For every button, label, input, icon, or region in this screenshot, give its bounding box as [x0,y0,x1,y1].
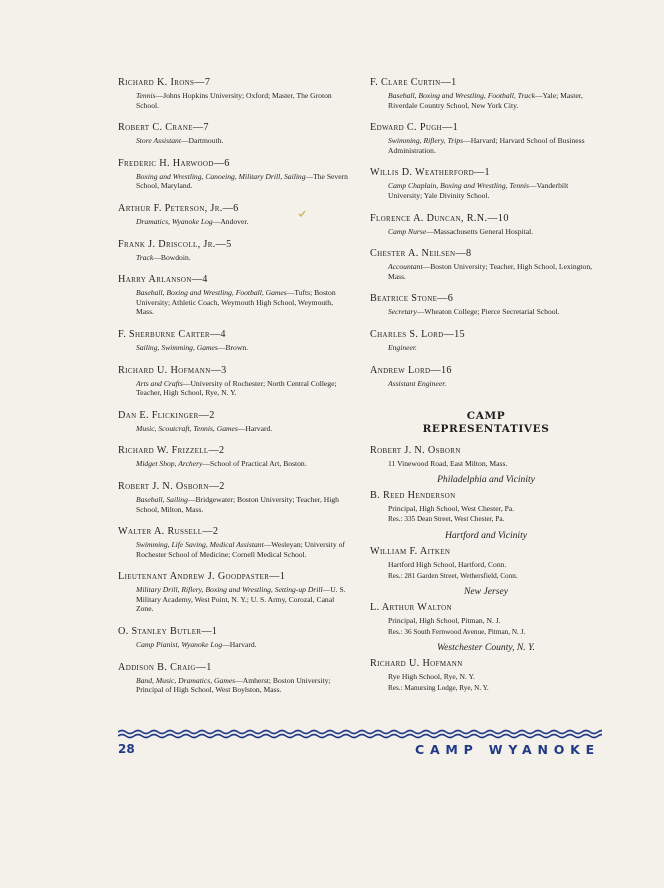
staff-role: Sailing, Swimming, Games [136,342,218,352]
staff-list-left [118,76,350,706]
staff-description [136,253,350,263]
staff-entry [118,364,350,398]
staff-detail: —Boston University; Teacher, High School, Lexington, Mass. [388,262,593,281]
staff-role: Swimming, Riflery, Trips [388,136,464,146]
staff-description [388,227,602,237]
staff-entry [118,121,350,146]
representative-name: B. Reed Henderson [370,489,456,501]
staff-detail: —Harvard. [222,640,257,650]
staff-detail: —The Severn School, Maryland. [136,171,348,191]
staff-description [136,379,350,398]
representative-residence: Res.: 36 South Fernwood Avenue, Pitman, N. J. [388,627,526,636]
staff-entry [118,409,350,434]
staff-role: Military Drill, Riflery, Boxing and Wrestling, Setting-up Drill [136,585,323,595]
staff-name: O. Stanley Butler—1 [118,626,218,638]
staff-name: Robert C. Crane—7 [118,122,209,134]
staff-name: Florence A. Duncan, R.N.—10 [370,212,509,224]
staff-description [388,379,602,389]
staff-detail: —Harvard; Harvard School of Business Administration. [388,136,585,155]
staff-entry [118,76,350,110]
staff-name: Richard K. Irons—7 [118,77,211,88]
staff-entry [370,76,602,110]
staff-description [388,136,602,155]
representative-name: Richard U. Hofmann [370,658,463,670]
staff-description [388,307,602,317]
staff-role: Accountant [388,262,423,272]
staff-name: Charles S. Lord—15 [370,328,466,340]
representative-name: Robert J. N. Osborn [370,445,461,457]
staff-name: Andrew Lord—16 [370,364,452,376]
staff-description [388,181,602,200]
staff-description [136,585,350,614]
representative-entry [370,657,602,693]
staff-description [136,676,350,695]
staff-role: Assistant Engineer. [388,378,447,388]
staff-role: Baseball, Boxing and Wrestling, Football, Games [136,288,287,298]
staff-name: Addison B. Craig—1 [118,661,212,673]
representative-position: Rye High School, Rye, N. Y. [388,672,475,682]
staff-role: Camp Chaplain, Boxing and Wrestling, Tennis [388,181,529,191]
staff-role: Music, Scoutcraft, Tennis, Games [136,423,238,433]
staff-role: Dramatics, Wyanoke Log [136,216,213,226]
staff-name: Beatrice Stone—6 [370,293,454,305]
staff-entry [370,121,602,155]
staff-name: Lieutenant Andrew J. Goodpaster—1 [118,571,286,583]
page-number: 28 [118,742,135,756]
representative-name: L. Arthur Walton [370,602,452,614]
staff-description [136,343,350,353]
staff-entry [118,480,350,514]
staff-name: Harry Arlanson—4 [118,274,208,286]
staff-entry [370,328,602,353]
staff-detail: —Tufts; Boston University; Athletic Coach, Weymouth High School, Weymouth, Mass. [136,288,336,317]
representative-position: Hartford High School, Hartford, Conn. [388,559,507,569]
staff-description [388,91,602,110]
footer-wave-rule [118,729,602,739]
staff-description [136,540,350,559]
staff-name: Willis D. Weatherford—1 [370,167,490,179]
staff-description [136,172,350,191]
staff-description [136,424,350,434]
staff-entry [370,247,602,281]
staff-entry [370,166,602,200]
staff-role: Band, Music, Dramatics, Games [136,675,236,685]
region-heading: Philadelphia and Vicinity [437,473,535,485]
staff-name: F. Clare Curtin—1 [370,77,457,88]
staff-detail: —Wesleyan; University of Rochester School of Medicine; Cornell Medical School. [136,540,345,559]
staff-role: Swimming, Life Saving, Medical Assistant [136,540,264,550]
staff-role: Track [136,252,154,262]
representative-position: Principal, High School, West Chester, Pa. [388,503,515,513]
representative-entry [370,444,602,469]
staff-entry [370,364,602,389]
representative-entry [370,489,602,525]
staff-detail: —Bowdoin. [153,252,191,262]
region-heading: Hartford and Vicinity [444,529,528,541]
region-heading: Westchester County, N. Y. [437,642,535,654]
staff-entry [118,238,350,263]
staff-detail: —Harvard. [237,423,273,433]
staff-entry [118,157,350,191]
staff-name: Richard U. Hofmann—3 [118,364,227,376]
staff-entry [370,212,602,237]
staff-name: Dan E. Flickinger—2 [118,409,215,421]
staff-detail: —Vanderbilt University; Yale Divinity School. [388,181,569,200]
staff-detail: —Bridgewater; Boston University; Teacher, High School, Milton, Mass. [136,494,339,514]
staff-detail: —Massachusetts General Hospital. [426,226,534,236]
heading-line: REPRESENTATIVES [422,423,550,436]
staff-entry [118,202,350,227]
staff-name: Arthur F. Peterson, Jr.—6 [118,202,239,214]
footer-title: CAMP WYANOKE [414,742,600,757]
region-heading: New Jersey [464,586,508,598]
staff-name: Robert J. N. Osborn—2 [118,480,225,492]
representatives-heading [370,410,602,436]
staff-detail: —Yale; Master, Riverdale Country School, New York City. [388,91,583,110]
representative-position: Principal, High School, Pitman, N. J. [388,616,501,626]
representative-residence: Res.: 335 Dean Street, West Chester, Pa. [388,515,505,524]
representative-entry [370,601,602,637]
representative-residence: Res.: Manursing Lodge, Rye, N. Y. [388,683,489,692]
staff-detail: —Andover. [212,216,249,226]
representative-residence: Res.: 281 Garden Street, Wethersfield, Conn. [388,571,518,580]
staff-description [136,217,350,227]
staff-description [136,288,350,317]
staff-role: Arts and Crafts [136,378,183,388]
staff-detail: —U. S. Military Academy, West Point, N. Y.; U. S. Army, Corozal, Canal Zone. [136,585,346,614]
representative-name: William F. Aitken [370,545,451,557]
staff-description [388,262,602,281]
staff-name: Frank J. Driscoll, Jr.—5 [118,238,232,250]
staff-detail: —Amherst; Boston University; Principal of High School, West Boylston, Mass. [136,675,331,695]
staff-name: Richard W. Frizzell—2 [118,445,225,457]
staff-detail: —Wheaton College; Pierce Secretarial School. [416,307,560,317]
staff-name: Edward C. Pugh—1 [370,122,459,134]
staff-name: Walter A. Russell—2 [118,526,219,538]
staff-detail: —Johns Hopkins University; Oxford; Master, The Groton School. [136,91,332,110]
staff-role: Secretary [388,307,417,317]
staff-description [136,640,350,650]
staff-role: Camp Nurse [388,226,427,236]
staff-name: Frederic H. Harwood—6 [118,157,230,169]
staff-name: Chester A. Neilsen—8 [370,248,472,260]
staff-role: Midget Shop, Archery [136,459,203,469]
staff-entry [118,661,350,695]
staff-role: Store Assistant [136,136,181,146]
staff-role: Tennis [136,91,156,100]
pencil-check-mark-icon [298,210,306,218]
staff-role: Baseball, Boxing and Wrestling, Football, Track [388,91,535,100]
staff-description [136,495,350,514]
staff-entry [370,292,602,317]
staff-detail: —University of Rochester; North Central College; Teacher, High School, Rye, N. Y. [136,378,337,398]
staff-description [136,136,350,146]
staff-description [136,91,350,110]
staff-entry [118,328,350,353]
staff-entry [118,525,350,559]
staff-detail: —Dartmouth. [180,136,224,146]
staff-entry [118,444,350,469]
staff-description [388,343,602,353]
staff-description [136,459,350,469]
staff-entry [118,570,350,614]
staff-detail: —School of Practical Art, Boston. [202,459,307,469]
staff-detail: —Brown. [217,342,249,352]
staff-role: Baseball, Sailing [136,494,188,504]
representative-address: 11 Vinewood Road, East Milton, Mass. [388,459,508,469]
staff-role: Boxing and Wrestling, Canoeing, Military Drill, Sailing [136,171,306,181]
staff-name: F. Sherburne Carter—4 [118,328,226,340]
representative-entry [370,545,602,581]
staff-entry [118,625,350,650]
staff-role: Camp Pianist, Wyanoke Log [136,640,223,650]
staff-entry [118,273,350,317]
staff-role: Engineer. [388,342,417,352]
staff-list-right [370,76,602,698]
heading-line: CAMP [466,410,506,423]
